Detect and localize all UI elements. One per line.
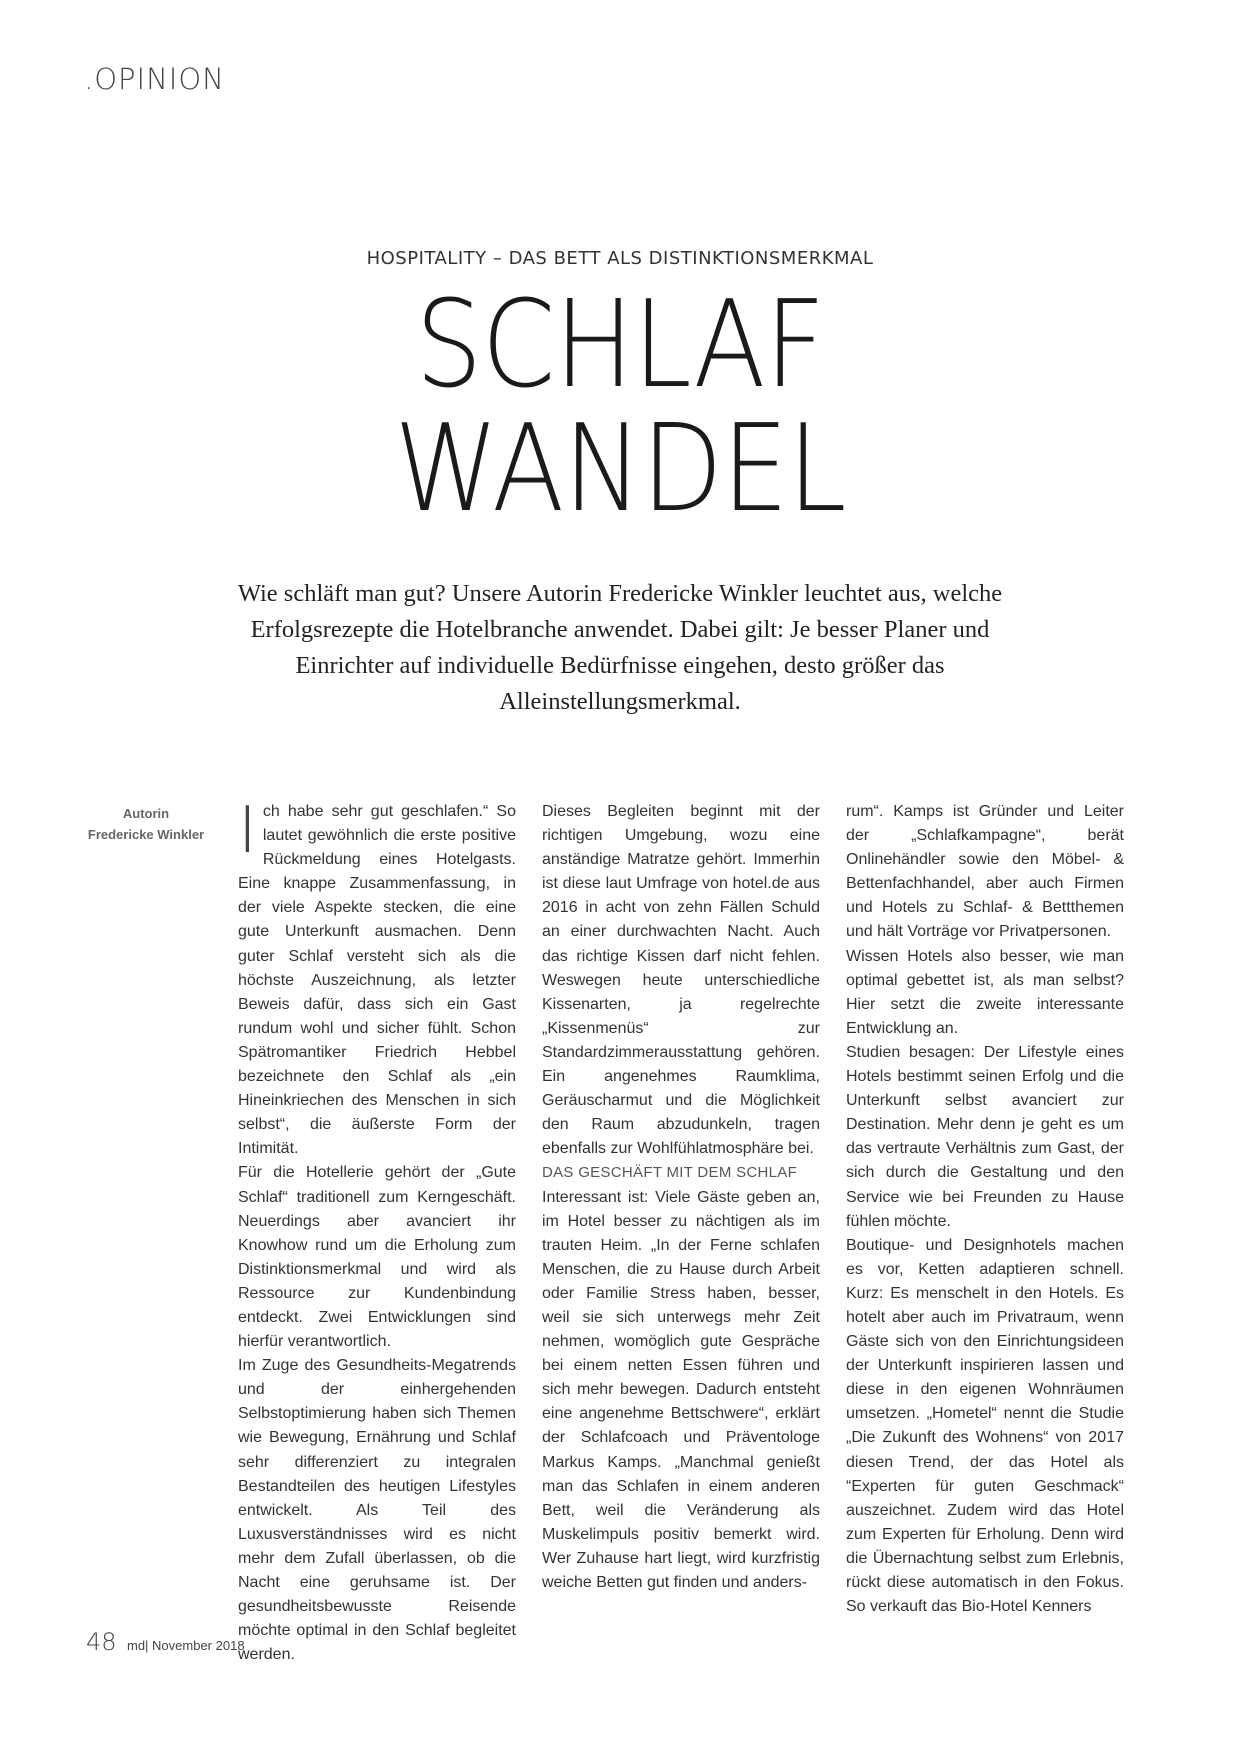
text-column-2 [542, 800, 820, 1595]
article-lead: Wie schläft man gut? Unsere Autorin Fredericke Winkler leuchtet aus, welche Erfolgsrezepte die Hotelbranche anwendet. Dabei gilt: Je besser Planer und Einrichter auf individuelle Bedürfnisse eingehen, desto größer das Alleinstellungsmerkmal. [237, 580, 1003, 715]
section-label: .OPINION [84, 62, 225, 96]
paragraph: rum“. Kamps ist Gründer und Leiter der „Schlafkampagne“, berät Onlinehändler sowie den Möbel- & Bettenfachhandel, aber auch Firmen und Hotels zu Schlaf- & Bettthemen und hält Vorträge vor Privatpersonen. [846, 803, 1124, 941]
section-subheading: DAS GESCHÄFT MIT DEM SCHLAF [542, 1164, 798, 1182]
headline-line-2: WANDEL [394, 400, 846, 539]
paragraph [238, 794, 516, 1161]
paragraph-text: ch habe sehr gut geschlafen.“ So lautet gewöhnlich die erste positive Rückmeldung eines Hotelgasts. Eine knappe Zusammenfassung, in der viele Aspekte stecken, die eine gute Unterkunft ausmachen. Denn guter Schlaf versteht sich als die höchste Auszeichnung, als letzter Beweis dafür, dass sich ein Gast rundum wohl und sicher fühlt. Schon Spätromantiker Friedrich Hebbel bezeichnete den Schlaf als „ein Hineinkriechen des Menschen in sich selbst“, die äußerste Form der Intimität. [238, 803, 516, 1158]
page-footer [86, 1628, 245, 1656]
paragraph: Wissen Hotels also besser, wie man optimal gebettet ist, als man selbst? Hier setzt die zweite interessante Entwicklung an. [846, 947, 1124, 1037]
text-column-3 [846, 800, 1124, 1619]
article-headline [0, 276, 1240, 539]
page-number: 48 [86, 1628, 117, 1656]
article-kicker: HOSPITALITY – DAS BETT ALS DISTINKTIONSMERKMAL [366, 248, 874, 269]
text-column-1 [238, 794, 516, 1667]
author-credit [84, 803, 208, 845]
paragraph: Dieses Begleiten beginnt mit der richtigen Umgebung, wozu eine anständige Matratze gehört. Immerhin ist diese laut Umfrage von hotel.de aus 2016 in acht von zehn Fällen Schuld an einer durchwachten Nacht. Auch das richtige Kissen darf nicht fehlen. Weswegen heute unterschiedliche Kissenarten, ja regelrechte „Kissenmenüs“ zur Standardzimmerausstattung gehören. Ein angenehmes Raumklima, Geräuscharmut und die Möglichkeit den Raum abzudunkeln, tragen ebenfalls zur Wohlfühlatmosphäre bei. [542, 803, 820, 1158]
paragraph: Für die Hotellerie gehört der „Gute Schlaf“ traditionell zum Kerngeschäft. Neuerdings aber avanciert ihr Knowhow rund um die Erholung zum Distinktionsmerkmal und wird als Ressource zur Kundenbindung entdeckt. Zwei Entwicklungen sind hierfür verantwortlich. [238, 1164, 516, 1351]
author-label: Autorin [122, 806, 170, 821]
paragraph: Boutique- und Designhotels machen es vor, Ketten adaptieren schnell. Kurz: Es menschelt in den Hotels. Es hotelt aber auch im Privatraum, wenn Gäste sich von den Einrichtungsideen der Unterkunft inspirieren lassen und diese in den eigenen Wohnräumen umsetzen. „Hometel“ nennt die Studie „Die Zukunft des Wohnens“ von 2017 diesen Trend, der das Hotel als “Experten für guten Geschmack“ auszeichnet. Zudem wird das Hotel zum Experten für Erholung. Denn wird die Übernachtung selbst zum Erlebnis, rückt diese automatisch in den Fokus. So verkauft das Bio-Hotel Kenners [846, 1236, 1124, 1616]
magazine-issue: md| November 2018 [127, 1638, 245, 1653]
paragraph: Im Zuge des Gesundheits-Megatrends und der einhergehenden Selbstoptimierung haben sich Themen wie Bewegung, Ernährung und Schlaf sehr differenziert zu integralen Bestandteilen des heutigen Lifestyles entwickelt. Als Teil des Luxusverständnisses wird es nicht mehr dem Zufall überlassen, ob die Nacht eine geruhsame ist. Der gesundheitsbewusste Reisende möchte optimal in den Schlaf begleitet werden. [238, 1357, 516, 1664]
paragraph: Studien besagen: Der Lifestyle eines Hotels bestimmt seinen Erfolg und die Unterkunft selbst avanciert zur Destination. Mehr denn je geht es um das vertraute Verhältnis zum Gast, der sich durch die Gestaltung und den Service wie bei Freunden zu Hause fühlen möchte. [846, 1043, 1124, 1230]
author-name: Fredericke Winkler [87, 827, 205, 842]
paragraph: Interessant ist: Viele Gäste geben an, im Hotel besser zu nächtigen als im trauten Heim. „In der Ferne schlafen Menschen, die zu Hause durch Arbeit oder Familie Stress haben, besser, weil sie sich unterwegs mehr Zeit nehmen, womöglich gute Gespräche bei einem netten Essen führen und sich mehr bewegen. Dadurch entsteht eine angenehme Bettschwere“, erklärt der Schlafcoach und Präventologe Markus Kamps. „Manchmal genießt man das Schlafen in einem anderen Bett, weil die Veränderung als Muskelimpuls positiv bemerkt wird. Wer Zuhause hart liegt, wird kurzfristig weiche Betten gut finden und anders- [542, 1188, 820, 1591]
headline-line-1: SCHLAF [415, 276, 825, 415]
drop-cap: I [238, 794, 257, 868]
